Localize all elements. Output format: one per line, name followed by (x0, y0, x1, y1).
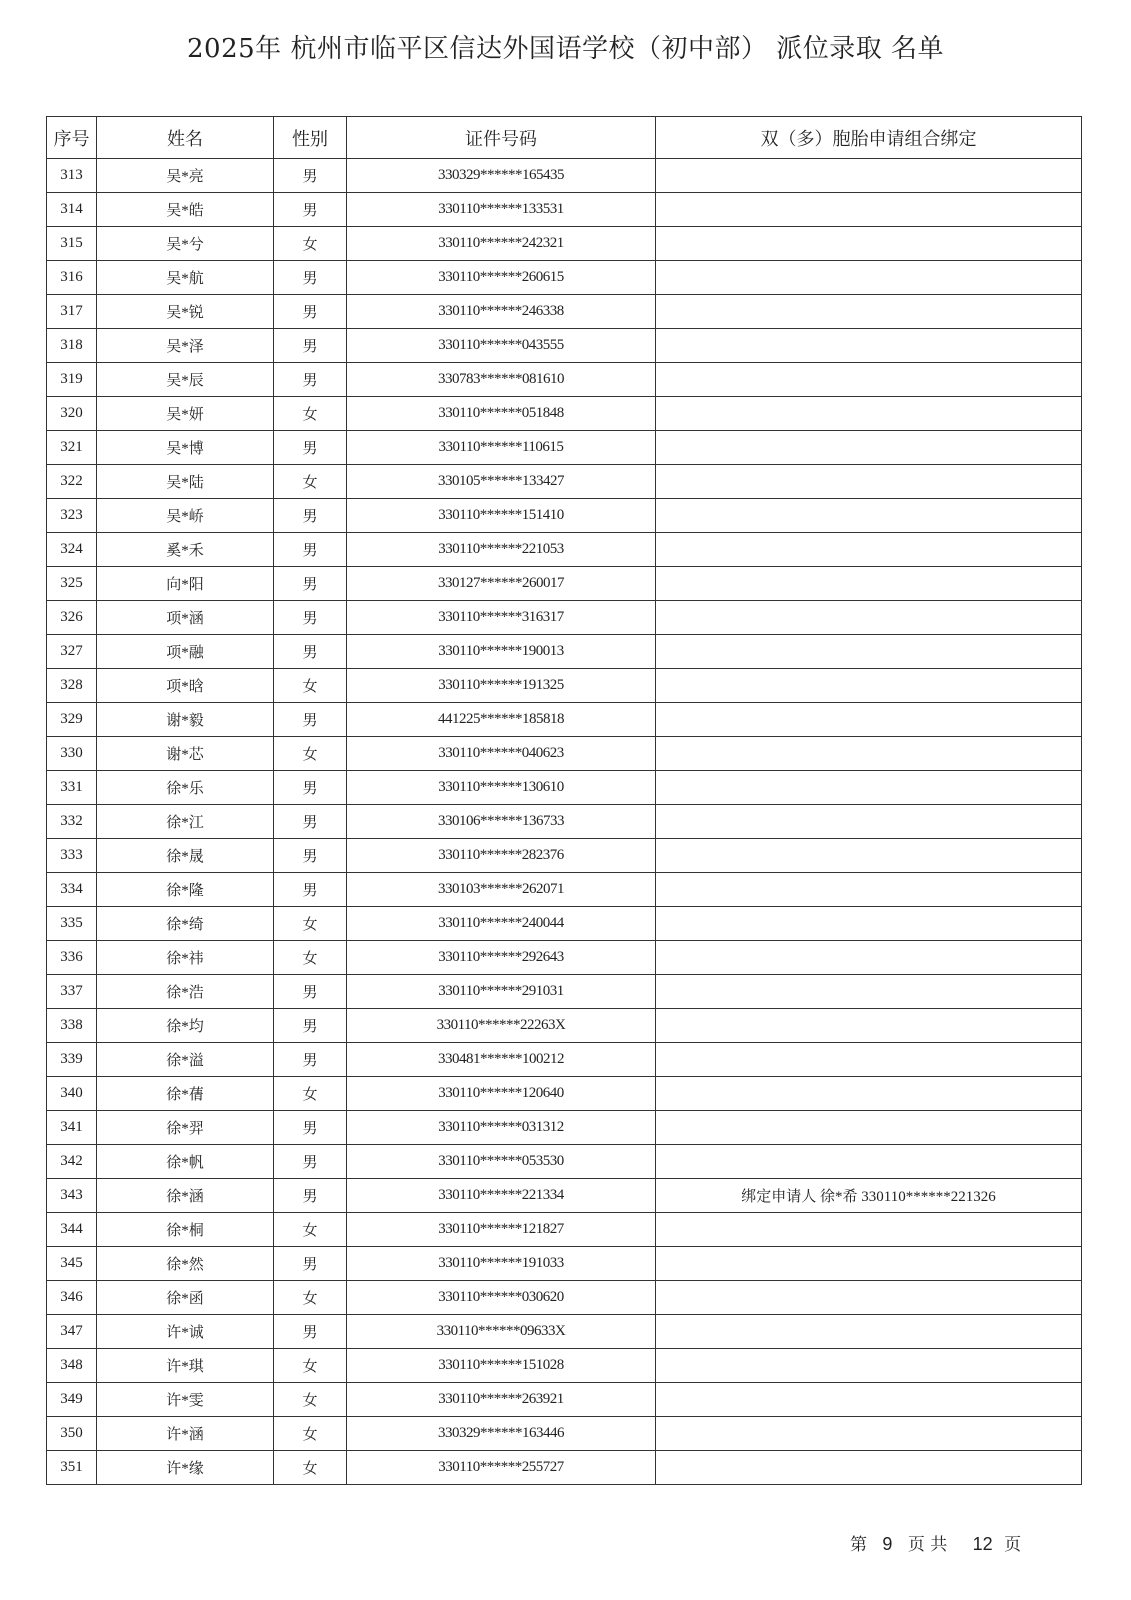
header-id: 证件号码 (347, 117, 656, 159)
cell-twin-binding (656, 295, 1082, 329)
cell-twin-binding (656, 1145, 1082, 1179)
cell-seq: 347 (47, 1315, 97, 1349)
cell-name: 徐*帆 (97, 1145, 274, 1179)
page-title: 2025年 杭州市临平区信达外国语学校（初中部） 派位录取 名单 (187, 34, 944, 64)
cell-name: 谢*毅 (97, 703, 274, 737)
cell-name: 许*雯 (97, 1383, 274, 1417)
cell-gender: 男 (274, 771, 347, 805)
cell-seq: 346 (47, 1281, 97, 1315)
cell-name: 吴*皓 (97, 193, 274, 227)
cell-seq: 326 (47, 601, 97, 635)
cell-gender: 男 (274, 1179, 347, 1213)
cell-name: 吴*航 (97, 261, 274, 295)
cell-twin-binding (656, 873, 1082, 907)
cell-gender: 女 (274, 1417, 347, 1451)
cell-id-number: 330110******291031 (347, 975, 656, 1009)
cell-twin-binding (656, 1043, 1082, 1077)
cell-seq: 320 (47, 397, 97, 431)
cell-id-number: 330127******260017 (347, 567, 656, 601)
cell-seq: 341 (47, 1111, 97, 1145)
cell-seq: 350 (47, 1417, 97, 1451)
cell-gender: 男 (274, 1009, 347, 1043)
cell-id-number: 330110******040623 (347, 737, 656, 771)
cell-twin-binding (656, 1451, 1082, 1485)
cell-id-number: 330110******151410 (347, 499, 656, 533)
footer-prefix: 第 (850, 1535, 867, 1555)
table-row (47, 465, 1082, 499)
table-row (47, 907, 1082, 941)
cell-name: 吴*博 (97, 431, 274, 465)
cell-id-number: 330110******282376 (347, 839, 656, 873)
page-footer (850, 1530, 1021, 1555)
cell-gender: 男 (274, 295, 347, 329)
footer-total-pages: 12 (972, 1534, 993, 1554)
table-row (47, 1383, 1082, 1417)
cell-id-number: 330110******121827 (347, 1213, 656, 1247)
cell-id-number: 330106******136733 (347, 805, 656, 839)
cell-id-number: 330110******255727 (347, 1451, 656, 1485)
table-row (47, 941, 1082, 975)
cell-id-number: 330110******190013 (347, 635, 656, 669)
table-row (47, 975, 1082, 1009)
cell-name: 项*融 (97, 635, 274, 669)
cell-gender: 男 (274, 1315, 347, 1349)
table-row (47, 1111, 1082, 1145)
cell-id-number: 330110******191033 (347, 1247, 656, 1281)
cell-twin-binding (656, 771, 1082, 805)
admission-table (46, 116, 1082, 1485)
cell-id-number: 330110******263921 (347, 1383, 656, 1417)
cell-twin-binding (656, 1247, 1082, 1281)
table-body (47, 159, 1082, 1485)
cell-id-number: 330110******240044 (347, 907, 656, 941)
cell-name: 项*晗 (97, 669, 274, 703)
cell-gender: 男 (274, 805, 347, 839)
cell-seq: 342 (47, 1145, 97, 1179)
cell-gender: 男 (274, 363, 347, 397)
cell-gender: 女 (274, 397, 347, 431)
cell-gender: 女 (274, 1383, 347, 1417)
cell-id-number: 330105******133427 (347, 465, 656, 499)
cell-twin-binding (656, 533, 1082, 567)
cell-twin-binding (656, 465, 1082, 499)
cell-seq: 321 (47, 431, 97, 465)
cell-id-number: 330110******031312 (347, 1111, 656, 1145)
cell-name: 吴*兮 (97, 227, 274, 261)
cell-seq: 330 (47, 737, 97, 771)
cell-twin-binding (656, 1077, 1082, 1111)
cell-twin-binding (656, 363, 1082, 397)
cell-id-number: 330110******242321 (347, 227, 656, 261)
table-row (47, 1179, 1082, 1213)
cell-seq: 338 (47, 1009, 97, 1043)
cell-gender: 女 (274, 465, 347, 499)
cell-twin-binding (656, 1383, 1082, 1417)
table-row (47, 1247, 1082, 1281)
cell-seq: 337 (47, 975, 97, 1009)
cell-seq: 336 (47, 941, 97, 975)
cell-name: 许*缘 (97, 1451, 274, 1485)
cell-twin-binding (656, 805, 1082, 839)
cell-gender: 男 (274, 839, 347, 873)
cell-gender: 男 (274, 1247, 347, 1281)
cell-seq: 315 (47, 227, 97, 261)
table-row (47, 363, 1082, 397)
cell-twin-binding (656, 1213, 1082, 1247)
cell-id-number: 330110******221334 (347, 1179, 656, 1213)
cell-gender: 男 (274, 261, 347, 295)
cell-twin-binding (656, 1315, 1082, 1349)
cell-name: 吴*妍 (97, 397, 274, 431)
table-row (47, 397, 1082, 431)
cell-seq: 324 (47, 533, 97, 567)
cell-gender: 女 (274, 1451, 347, 1485)
cell-twin-binding (656, 431, 1082, 465)
cell-name: 徐*蒨 (97, 1077, 274, 1111)
table-row (47, 431, 1082, 465)
cell-seq: 351 (47, 1451, 97, 1485)
cell-name: 徐*浩 (97, 975, 274, 1009)
cell-id-number: 330110******246338 (347, 295, 656, 329)
cell-twin-binding (656, 1349, 1082, 1383)
cell-name: 吴*辰 (97, 363, 274, 397)
footer-middle: 页 共 (907, 1535, 948, 1555)
cell-id-number: 330110******053530 (347, 1145, 656, 1179)
cell-seq: 318 (47, 329, 97, 363)
cell-id-number: 330110******292643 (347, 941, 656, 975)
cell-gender: 女 (274, 227, 347, 261)
table-row (47, 873, 1082, 907)
cell-seq: 335 (47, 907, 97, 941)
table-row (47, 805, 1082, 839)
cell-twin-binding (656, 669, 1082, 703)
cell-name: 徐*均 (97, 1009, 274, 1043)
cell-seq: 325 (47, 567, 97, 601)
cell-name: 许*诚 (97, 1315, 274, 1349)
footer-suffix: 页 (1004, 1535, 1022, 1555)
table-row (47, 601, 1082, 635)
cell-id-number: 330329******163446 (347, 1417, 656, 1451)
cell-seq: 322 (47, 465, 97, 499)
cell-twin-binding (656, 499, 1082, 533)
cell-name: 吴*亮 (97, 159, 274, 193)
cell-id-number: 330110******191325 (347, 669, 656, 703)
table-row (47, 1213, 1082, 1247)
cell-gender: 女 (274, 669, 347, 703)
cell-seq: 329 (47, 703, 97, 737)
cell-name: 徐*江 (97, 805, 274, 839)
cell-gender: 男 (274, 601, 347, 635)
table-row (47, 1417, 1082, 1451)
cell-gender: 男 (274, 193, 347, 227)
cell-twin-binding (656, 397, 1082, 431)
cell-seq: 328 (47, 669, 97, 703)
cell-id-number: 330783******081610 (347, 363, 656, 397)
table-row (47, 193, 1082, 227)
cell-name: 谢*芯 (97, 737, 274, 771)
table-row (47, 159, 1082, 193)
cell-id-number: 330110******151028 (347, 1349, 656, 1383)
cell-twin-binding (656, 975, 1082, 1009)
table-row (47, 669, 1082, 703)
cell-gender: 男 (274, 567, 347, 601)
cell-name: 徐*然 (97, 1247, 274, 1281)
cell-seq: 332 (47, 805, 97, 839)
cell-name: 徐*隆 (97, 873, 274, 907)
cell-gender: 男 (274, 1111, 347, 1145)
cell-twin-binding (656, 1417, 1082, 1451)
cell-name: 徐*乐 (97, 771, 274, 805)
cell-gender: 女 (274, 907, 347, 941)
table-row (47, 1009, 1082, 1043)
cell-twin-binding (656, 601, 1082, 635)
cell-seq: 327 (47, 635, 97, 669)
cell-name: 徐*绮 (97, 907, 274, 941)
header-name: 姓名 (97, 117, 274, 159)
cell-seq: 349 (47, 1383, 97, 1417)
header-twin-binding: 双（多）胞胎申请组合绑定 (656, 117, 1082, 159)
table-row (47, 329, 1082, 363)
cell-gender: 女 (274, 1349, 347, 1383)
table-row (47, 1043, 1082, 1077)
table-row (47, 635, 1082, 669)
table-row (47, 499, 1082, 533)
cell-gender: 男 (274, 703, 347, 737)
table-row (47, 1349, 1082, 1383)
cell-name: 徐*函 (97, 1281, 274, 1315)
cell-gender: 男 (274, 159, 347, 193)
cell-id-number: 330329******165435 (347, 159, 656, 193)
cell-twin-binding (656, 1281, 1082, 1315)
cell-seq: 316 (47, 261, 97, 295)
cell-twin-binding (656, 839, 1082, 873)
cell-id-number: 330110******09633X (347, 1315, 656, 1349)
table-row (47, 1145, 1082, 1179)
cell-seq: 319 (47, 363, 97, 397)
cell-gender: 女 (274, 1213, 347, 1247)
cell-name: 奚*禾 (97, 533, 274, 567)
cell-id-number: 330110******051848 (347, 397, 656, 431)
cell-name: 吴*泽 (97, 329, 274, 363)
cell-twin-binding (656, 635, 1082, 669)
table-row (47, 771, 1082, 805)
cell-twin-binding (656, 159, 1082, 193)
cell-gender: 男 (274, 635, 347, 669)
cell-name: 徐*涵 (97, 1179, 274, 1213)
cell-id-number: 330110******030620 (347, 1281, 656, 1315)
cell-name: 徐*祎 (97, 941, 274, 975)
cell-twin-binding (656, 703, 1082, 737)
cell-seq: 313 (47, 159, 97, 193)
cell-seq: 348 (47, 1349, 97, 1383)
cell-gender: 女 (274, 1281, 347, 1315)
cell-name: 吴*陆 (97, 465, 274, 499)
cell-id-number: 330110******260615 (347, 261, 656, 295)
cell-twin-binding (656, 227, 1082, 261)
cell-seq: 323 (47, 499, 97, 533)
cell-name: 许*琪 (97, 1349, 274, 1383)
cell-name: 徐*桐 (97, 1213, 274, 1247)
table-row (47, 1451, 1082, 1485)
cell-gender: 男 (274, 499, 347, 533)
cell-id-number: 330110******130610 (347, 771, 656, 805)
cell-id-number: 330110******120640 (347, 1077, 656, 1111)
table-row (47, 261, 1082, 295)
cell-twin-binding (656, 1111, 1082, 1145)
cell-gender: 男 (274, 975, 347, 1009)
cell-id-number: 330110******22263X (347, 1009, 656, 1043)
cell-seq: 339 (47, 1043, 97, 1077)
cell-twin-binding (656, 737, 1082, 771)
cell-seq: 340 (47, 1077, 97, 1111)
cell-name: 吴*峤 (97, 499, 274, 533)
cell-gender: 男 (274, 533, 347, 567)
cell-id-number: 330110******221053 (347, 533, 656, 567)
cell-twin-binding (656, 941, 1082, 975)
table-row (47, 703, 1082, 737)
cell-seq: 345 (47, 1247, 97, 1281)
cell-twin-binding: 绑定申请人 徐*希 330110******221326 (656, 1179, 1082, 1213)
cell-seq: 317 (47, 295, 97, 329)
table-row (47, 295, 1082, 329)
cell-gender: 女 (274, 1077, 347, 1111)
cell-twin-binding (656, 567, 1082, 601)
table-row (47, 1077, 1082, 1111)
cell-gender: 女 (274, 941, 347, 975)
cell-gender: 男 (274, 329, 347, 363)
cell-twin-binding (656, 1009, 1082, 1043)
cell-name: 徐*羿 (97, 1111, 274, 1145)
cell-id-number: 330110******316317 (347, 601, 656, 635)
cell-name: 吴*锐 (97, 295, 274, 329)
cell-gender: 男 (274, 1043, 347, 1077)
cell-seq: 344 (47, 1213, 97, 1247)
cell-seq: 314 (47, 193, 97, 227)
header-seq: 序号 (47, 117, 97, 159)
cell-name: 许*涵 (97, 1417, 274, 1451)
table-row (47, 227, 1082, 261)
cell-gender: 男 (274, 431, 347, 465)
cell-seq: 343 (47, 1179, 97, 1213)
cell-id-number: 330110******110615 (347, 431, 656, 465)
cell-id-number: 330481******100212 (347, 1043, 656, 1077)
cell-id-number: 441225******185818 (347, 703, 656, 737)
cell-seq: 334 (47, 873, 97, 907)
table-row (47, 533, 1082, 567)
cell-id-number: 330110******133531 (347, 193, 656, 227)
cell-seq: 333 (47, 839, 97, 873)
cell-twin-binding (656, 261, 1082, 295)
cell-gender: 女 (274, 737, 347, 771)
table-row (47, 1281, 1082, 1315)
cell-twin-binding (656, 907, 1082, 941)
cell-twin-binding (656, 193, 1082, 227)
cell-twin-binding (656, 329, 1082, 363)
table-row (47, 737, 1082, 771)
table-row (47, 1315, 1082, 1349)
cell-id-number: 330103******262071 (347, 873, 656, 907)
cell-name: 徐*溢 (97, 1043, 274, 1077)
header-gender: 性别 (274, 117, 347, 159)
cell-name: 徐*晟 (97, 839, 274, 873)
cell-gender: 男 (274, 873, 347, 907)
cell-name: 项*涵 (97, 601, 274, 635)
table-row (47, 839, 1082, 873)
table-row (47, 567, 1082, 601)
cell-name: 向*阳 (97, 567, 274, 601)
cell-id-number: 330110******043555 (347, 329, 656, 363)
footer-page-number: 9 (882, 1534, 893, 1554)
table-header-row (47, 117, 1082, 159)
cell-gender: 男 (274, 1145, 347, 1179)
cell-seq: 331 (47, 771, 97, 805)
